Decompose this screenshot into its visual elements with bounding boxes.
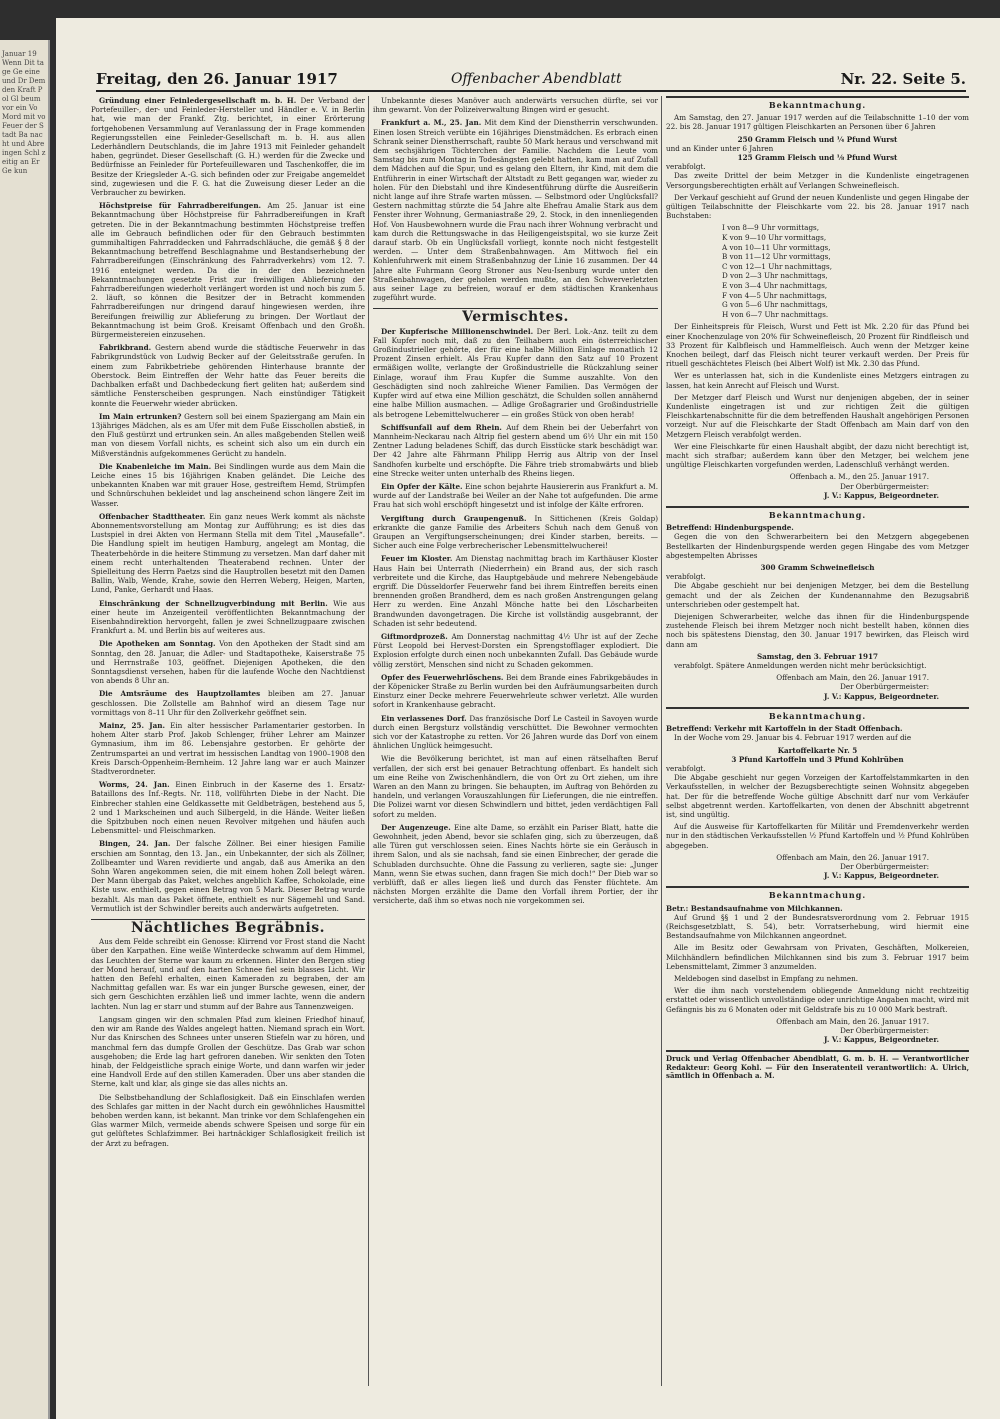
notice-text: und an Kinder unter 6 Jahren (666, 143, 774, 153)
newspaper-title: Offenbacher Abendblatt (451, 71, 622, 87)
notice-body: Gegen die von den Schwerarbeitern bei den Metzgern abgegebenen Bestellkarten der Hindenburgspende werden gegen Hingabe des vom Metzger abgestempelten Abrisses (666, 532, 969, 560)
column-rule (368, 96, 369, 1386)
schedule-row: E von 3—4 Uhr nachmittags, (722, 281, 828, 290)
article-body: Auf dem Rhein bei der Ueberfahrt von Mannheim-Neckarau nach Altrip fiel gestern abend um 6½ Uhr ein mit 150 Zentner Ladung beladenes Schiff, das durch Eisstücke stark beschädigt war. Der 42 Jahre alte Fährmann Philipp Herrig aus Altrip von der Insel Sandhofen kurbelte und erschöpfte. Die Fähre trieb stromabwärts und blieb eine Strecke weiter unten unterhalb des Rheins liegen. (373, 422, 658, 478)
article-body: Eine alte Dame, so erzählt ein Pariser Blatt, hatte die Gewohnheit, jeden Abend, bevor sie schlafen ging, sich zu überzeugen, daß alle Türen gut verschlossen seien. Eines Nachts hörte sie ein Geräusch in ihrem Salon, und als sie nachsah, fand sie einen Einbrecher, der gerade die Schubladen durchsuchte. Ohne die Fassung zu verlieren, sagte sie: „Junger Mann, wenn Sie etwas suchen, dann fragen Sie mich doch!“ Der Dieb war so verblüfft, daß er alles liegen ließ und durch das Fenster flüchtete. Am nächsten Morgen erzählte die Dame den Vorfall ihrem Portier, der ihr versicherte, daß ihm so etwas noch nie vorgekommen sei. (373, 822, 658, 906)
notice-title: Bekanntmachung. (768, 710, 867, 721)
article (373, 118, 658, 302)
article (373, 632, 658, 669)
notice-office: Der Oberbürgermeister: (840, 481, 929, 491)
notice-place-date: Offenbach am Main, den 26. Januar 1917. (776, 852, 929, 862)
article-title: Im Main ertrunken? (99, 411, 182, 421)
article (373, 514, 658, 551)
adjacent-page-edge (0, 40, 50, 1419)
article-body: Ein ganz neues Werk kommt als nächste Abonnementsvorstellung am Montag zur Aufführung; es ist dies das Lustspiel in drei Akten von Hermann Stella mit dem Titel „Mausefalle“. Die Handlung spielt im heutigen Hamburg, angelegt am Montag, die Theaterbehörde in die heitere Stimmung zu versetzen. Man darf daher mit einem recht unterhaltenden Theaterabend rechnen. Unter der Spielleitung des Herrn Paetzs sind die Hauptrollen besetzt mit den Damen Ballin, Walb, Wende, Krahe, sowie den Herren Weberg, Heigen, Marten, Lund, Panke, Gerhardt und Haas. (91, 511, 365, 595)
notice-paragraph: Wer die ihm nach vorstehendem obliegende Anmeldung nicht rechtzeitig erstattet oder wissentlich unvollständige oder unrichtige Angaben macht, wird mit Gefängnis bis zu 6 Monaten oder mit Geldstrafe bis zu 10 000 Mark bestraft. (666, 986, 969, 1014)
schedule-row: B von 11—12 Uhr vormittags, (722, 252, 831, 262)
article-body: Der Verband der Portefeuiller-, der- und Feinleder-Hersteller und Händler e. V. in Berlin hat, wie man der Frankf. Ztg. berichtet, in einer Erörterung fortgehobenen Versammlung auf Veranlassung der in Frage kommenden Regierungsstellen eine Feinleder-Gesellschaft m. b. H. aus allen Lederhändlern Deutschlands, die im Jahre 1913 mit Feinleder gehandelt haben, gegründet. Dieser Gesellschaft (G. H.) werden für die Zwecke und Bedürfnisse an Feinleder für Portefeuillewaren und Taschenkoffer, die im Besitze der Kriegsleder A.-G. sich befinden oder zur Freigabe angemeldet sind, zugewiesen und die F. G. hat die Zuweisung dieser Leder an die Verbraucher zu bewirken. (91, 96, 365, 198)
article (373, 673, 658, 710)
schedule-row: F von 4—5 Uhr nachmittags, (722, 290, 827, 300)
article-title: Gründung einer Feinledergesellschaft m. b. H. (99, 96, 297, 105)
local-news-list (91, 96, 365, 913)
article-body: Bei dem Brande eines Fabrikgebäudes in der Köpenicker Straße zu Berlin wurden bei den Aufräumungsarbeiten durch Einsturz einer Decke mehrere Feuerwehrleute schwer verletzt. Alle wurden sofort in Krankenhause gebracht. (373, 672, 658, 710)
notice-body: In der Woche vom 29. Januar bis 4. Februar 1917 werden auf die (674, 733, 912, 743)
column-2 (373, 96, 658, 1388)
notice-place-date: Offenbach am Main, den 26. Januar 1917. (776, 673, 929, 683)
notice-paragraph: Alle im Besitz oder Gewahrsam von Privaten, Geschäften, Molkereien, Milchhändlern befindlichen Milchkannen sind bis zum 3. Februar 1917 beim Lebensmittelamt, Zimmer 3 anzumelden. (666, 943, 969, 971)
page-header (96, 66, 966, 92)
article-title: Ein verlassenes Dorf. (381, 713, 467, 723)
article-body: Am Donnerstag nachmittag 4½ Uhr ist auf der Zeche Fürst Leopold bei Hervest-Dorsten ein Sprengstofflager explodiert. Die Explosion erfolgte durch einen noch unbekannten Zufall. Das Gebäude wurde völlig zerstört, Menschen sind nicht zu Schaden gekommen. (373, 631, 658, 669)
issue-date: Freitag, den 26. Januar 1917 (96, 70, 338, 88)
article-title: Ein Opfer der Kälte. (381, 481, 463, 491)
schedule-row: H von 6—7 Uhr nachmittags. (722, 309, 829, 319)
imprint: Druck und Verlag Offenbacher Abendblatt, G. m. b. H. — Verantwortlicher Redakteur: Georg Kohl. — Für den Inseratenteil verantwortlich: A. Ulrich, sämtlich in Offenbach a. M. (666, 1050, 969, 1081)
notice-amount: 3 Pfund Kartoffeln und 3 Pfund Kohlrüben (731, 754, 904, 764)
article-body: Einen Einbruch in der Kaserne des 1. Ersatz-Bataillons des Inf.-Regts. Nr. 118, vollführten Diebe in der Nacht. Die Einbrecher stahlen eine Geldkassette mit Geldbeträgen, bestehend aus 5, 2 und 1 Markscheinen und auch Silbergeld, in die Hände. Weiter ließen die Spitzbuben noch einen neuen Revolver mitgehen und häufen auch Lebensmittel- und Fleischmarken. (91, 780, 365, 836)
article-title: Feuer im Kloster. (381, 554, 453, 564)
notice-paragraph: Die Abgabe geschieht nur bei denjenigen Metzger, bei dem die Bestellung gemacht und der als Zeichen der Kundenannahme den Bezugsabriß unterschrieben oder gestempelt hat. (666, 581, 969, 609)
schedule-row: I von 8—9 Uhr vormittags, (722, 223, 820, 233)
notice (666, 707, 969, 880)
notice-paragraph: Die Abgabe geschieht nur gegen Vorzeigen der Kartoffelstammkarten in den Verkaufsstellen, in welcher der Bezugsberechtigte seinen Wohnsitz abgegeben hat. Der für die betreffende Woche gültige Abschnitt darf nur vom Verkäufer selbst abgetrennt werden. Kartoffelkarten, von denen der Abschnitt abgetrennt ist, sind ungültig. (666, 773, 969, 819)
article-title: Giftmordprozeß. (381, 631, 448, 641)
notice-amount: 125 Gramm Fleisch und ⅛ Pfund Wurst (737, 153, 898, 163)
article (91, 201, 365, 339)
notice-paragraph: Der Einheitspreis für Fleisch, Wurst und Fett ist Mk. 2.20 für das Pfund bei einer Knochenzulage von 20% für Schweinefleisch, 20 Prozent für Rindfleisch und 33 Prozent für Kalbfleisch und Hammelfleisch. Auch wenn der Metzger keine Knochen beilegt, darf das Fleisch nicht teurer verkauft werden. Der Preis für rituell geschächtetes Fleisch (bei Albert Wolf) ist Mk. 2.30 das Pfund. (666, 322, 969, 369)
schedule-row: K von 9—10 Uhr vormittags, (722, 233, 827, 243)
notice-body: Am Samstag, den 27. Januar 1917 werden auf die Teilabschnitte 1–10 der vom 22. bis 28. Januar 1917 gültigen Fleischkarten an Personen über 6 Jahren (666, 113, 969, 132)
article (91, 599, 365, 636)
schedule-list (722, 223, 969, 319)
notice-paragraph: Auf die Ausweise für Kartoffelkarten für Militär und Fremdenverkehr werden nur in den städtischen Verkaufsstellen ½ Pfund Kartoffeln und ½ Pfund Kohlrüben abgegeben. (666, 822, 969, 850)
notice-paragraph: Das zweite Drittel der beim Metzger in die Kundenliste eingetragenen Versorgungsberechtigten erhält auf Verlangen Schweinefleisch. (666, 171, 969, 190)
article (373, 482, 658, 510)
notice-text: verabfolgt. (666, 162, 706, 172)
article (373, 423, 658, 478)
article (91, 639, 365, 685)
article-title: Mainz, 25. Jan. (99, 721, 166, 730)
article (91, 412, 365, 458)
article-title: Opfer des Feuerwehrlöschens. (381, 672, 504, 682)
schedule-row: G von 5—6 Uhr nachmittags, (722, 300, 828, 310)
article-body: Der Berl. Lok.-Anz. teilt zu dem Fall Kupfer noch mit, daß zu den Teilhabern auch ein österreichischer Großindustrieller gehörte, der für eine halbe Million Einlage monatlich 12 Prozent Zinsen erhielt. Als Frau Kupfer dann den Satz auf 10 Prozent ermäßigen wollte, verlangte der Großindustrielle die Rückzahlung seiner Einlage, worauf ihm Frau Kupfer die Summe auszahlte. Von den Geschädigten sind noch zahlreiche Wiener Familien. Das Vermögen der Kupfer wird auf etwa eine Million geschätzt, die Schulden sollen annähernd eine halbe Million ausmachen. — Adlige Großagrarier und Großindustrielle als betrogene Lebemittelwucherer — ein großes Stück von oben herab! (373, 326, 658, 419)
article-body: In Sittichenen (Kreis Goldap) erkrankte die ganze Familie des Arbeiters Schuh nach dem Genuß von Graupen an Vergiftungserscheinungen; drei Kinder starben, bereits. — Sicher auch eine Folge verbrecherischer Lebensmittelwucherei! (373, 513, 658, 551)
article-body: Wie aus einer heute im Anzeigenteil veröffentlichten Bekanntmachung der Eisenbahndirektion hervorgeht, fallen je zwei Schnellzugpaare zwischen Frankfurt a. M. und Berlin bis auf weiteres aus. (91, 598, 365, 636)
notice-title: Bekanntmachung. (768, 100, 867, 110)
article (373, 823, 658, 906)
regional-news-list (373, 118, 658, 302)
notice-paragraph: Auf Grund §§ 1 und 2 der Bundesratsverordnung vom 2. Februar 1915 (Reichsgesetzblatt, S. 54), betr. Vorratserhebung, wird hiermit eine Bestandsaufnahme von Milchkannen angeordnet. (666, 912, 969, 941)
article (373, 714, 658, 751)
article-title: Bingen, 24. Jan. (99, 839, 171, 849)
misc-section-title: Vermischtes. (373, 308, 658, 322)
notice-place-date: Offenbach am Main, den 26. Januar 1917. (776, 1016, 929, 1026)
notice-subject: Betreffend: Verkehr mit Kartoffeln in der Stadt Offenbach. (666, 724, 903, 734)
article-title: Frankfurt a. M., 25. Jan. (381, 118, 482, 128)
notice-office: Der Oberbürgermeister: (840, 861, 929, 871)
schedule-row: C von 12—1 Uhr nachmittags, (722, 261, 833, 271)
article-title: Höchstpreise für Fahrradbereifungen. (99, 201, 262, 211)
article-title: Worms, 24. Jan. (99, 780, 170, 790)
article (91, 721, 365, 776)
article-title: Einschränkung der Schnellzugverbindung mit Berlin. (99, 598, 328, 608)
feuilleton-paragraph: Die Selbstbehandlung der Schlaflosigkeit. Daß ein Einschlafen werden des Schlafes gar mitten in der Nacht durch ein gewöhnliches Hausmittel behoben werden kann, ist bekannt. Man trinke vor dem Schlafengehen ein Glas warmer Milch, vermeide abends schwere Speisen und sorge für ein gut gelüftetes Schlafzimmer. Bei hartnäckiger Schlaflosigkeit freilich ist der Arzt zu befragen. (91, 1092, 365, 1148)
notice (666, 886, 969, 1044)
article-body: bleiben am 27. Januar geschlossen. Die Zollstelle am Bahnhof wird an diesem Tage nur vormittags von 8–11 Uhr für den Zollverkehr geöffnet sein. (91, 689, 365, 717)
article (373, 327, 658, 419)
continued-text: Unbekannte dieses Manöver auch anderwärts versuchen dürfte, sei vor ihm gewarnt. Von der Polizeiverwaltung Bingen wird er gesucht. (373, 96, 658, 115)
article (91, 96, 365, 197)
article-title: Schiffsunfall auf dem Rhein. (381, 422, 502, 432)
article-body: Der falsche Zöllner. Bei einer hiesigen Familie erschien am Sonntag, den 13. Jan., ein Unbekannter, der sich als Zöllner, Zollbeamter und Waren revidierte und angab, daß aus Amerika an den Sohn Waren angekommen seien, die mit einem hohen Zoll belegt wären. Der Mann übergab das Paket, welches angeblich Kaffee, Schokolade, eine Kiste usw. enthielt, gegen einen Betrag von 5 Mark. Dieser Betrag wurde bezahlt. Als man das Paket öffnete, enthielt es nur Sägemehl und Sand. Vermutlich ist der Schwindler bereits auch anderwärts aufgetreten. (91, 839, 365, 913)
schedule-row: D von 2—3 Uhr nachmittags, (722, 271, 828, 281)
article-body: Wie die Bevölkerung berichtet, ist man auf einen rätselhaften Beruf verfallen, der sich erst bei genauer Betrachtung offenbart. Es handelt sich um eine Reihe von Zwischenhändlern, die von Ort zu Ort ziehen, um ihre Waren an den Mann zu bringen. Sie behaupten, im Auftrag von Behörden zu handeln, und verlangen Vorauszahlungen für Lieferungen, die nie eintreffen. Die Polizei warnt vor diesen Schwindlern und bittet, jeden verdächtigen Fall sofort zu melden. (373, 754, 658, 819)
notice-subject: Betreffend: Hindenburgspende. (666, 523, 794, 533)
article-body: Ein alter hessischer Parlamentarier gestorben. In hohem Alter starb Prof. Jakob Schlenger, früher Lehrer am Mainzer Gymnasium, ihm im 86. Lebensjahre gestorben. Er gehörte der Zentrumspartei an und vertrat im hessischen Landtag von 1900–1908 den Kreis Darsch-Oppenheim-Bernheim. 12 Jahre lang war er auch Mainzer Stadtverordneter. (91, 721, 365, 777)
notice-paragraph: Diejenigen Schwerarbeiter, welche das ihnen für die Hindenburgspende zustehende Fleisch bei ihrem Metzger noch nicht bestellt haben, können dies noch bis spätestens Dienstag, den 30. Januar 1917 bewirken, das Fleisch wird dann am (666, 612, 969, 649)
notice-office: Der Oberbürgermeister: (840, 1025, 929, 1035)
misc-news-list (373, 327, 658, 906)
article-body: Mit dem Kind der Dienstherrin verschwunden. Einen losen Streich verübte ein 16jähriges Dienstmädchen. Es erbrach einen Schrank seiner Dienstherrschaft, raubte 50 Mark heraus und verschwand mit dem sechsjährigen Töchterchen der Familie. Nachdem die Leute vom Samstag bis zum Montag in Todesängsten gelebt hatten, kam man auf Zufall dem Mädchen auf die Spur, und es gelang den Eltern, ihr Kind, mit dem die Entführerin in einer Wirtschaft der Altstadt zu Bett gegangen war, wieder zu holen. Für den Diebstahl und ihre Kindesentführung dürfte die Ausreißerin nicht lange auf ihre Strafe warten müssen. — Selbstmord oder Unglücksfall? Gestern nachmittag stürzte die 54 Jahre alte Ehefrau Amalie Stark aus dem Fenster ihrer Wohnung, Germaniastraße 29, 2. Stock, in den innenliegenden Hof. Von Hausbewohnern wurde die Frau nach ihrer Wohnung verbracht und kam durch die Rettungswache in das Heiligengeistspital, wo sie kurze Zeit darauf starb. Ob ein Unglücksfall vorliegt, konnte noch nicht festgestellt werden. — Unter dem Straßenbahnwagen. Am Mittwoch fiel ein Kohlenfuhrwerk mit einem Straßenbahnzug der Linie 16 zusammen. Der 44 Jahre alte Fuhrmann Georg Stroner aus Neu-Isenburg wurde unter den Straßenbahnwagen, der geholen werden mußte, an den Schwerverletzten aus seiner Lage zu befreien, worauf er dem städtischen Krankenhaus zugeführt wurde. (373, 118, 658, 303)
column-3 (666, 96, 969, 1388)
notice-signer: J. V.: Kappus, Beigeordneter. (824, 871, 939, 881)
article-body: Am 25. Januar ist eine Bekanntmachung über Höchstpreise für Fahrradbereifungen in Kraft getreten. Die in der Bekanntmachung bestimmten Höchstpreise treffen alle im Gebrauch befindlichen oder für den Gebrauch bestimmten gummihaltigen Fahrraddecken und Fahrradschläuche, die gemäß § 8 der Bekanntmachung betreffend Beschlagnahme und Bestandserhebung der Fahrradbereifungen (Einschränkung des Fahrradverkehrs) vom 12. 7. 1916 enteignet werden. Da die in der den bezeichneten Bekanntmachungen gesetzte Frist zur freiwilligen Ablieferung der Fahrradbereifungen wiederholt verlängert worden ist und noch bis zum 5. 2. läuft, so können die Besitzer der in Betracht kommenden Fahrradbereifungen nur dringend darauf hingewiesen werden, ihre Bereifungen freiwillig zur Ablieferung zu bringen. Der Wortlaut der Bekanntmachung ist beim Groß. Kreisamt Offenbach und den Großh. Bürgermeistereien einzusehen. (91, 201, 365, 340)
notice-title: Bekanntmachung. (768, 510, 867, 521)
article-title: Die Amtsräume des Hauptzollamtes (99, 689, 261, 699)
notice-paragraph: Der Metzger darf Fleisch und Wurst nur denjenigen abgeben, der in seiner Kundenliste eingetragen ist und zur richtigen Zeit die gültigen Fleischkartenabschnitte für die dem betreffenden Haushalt angehörigen Personen vorzeigt. Nur auf die Fleischkarte der Stadt Offenbach am Main darf von den Metzgern Fleisch verabfolgt werden. (666, 392, 969, 439)
feuilleton-paragraph: Aus dem Felde schreibt ein Genosse: Klirrend vor Frost stand die Nacht über den Karpathen. Eine weiße Winterdecke schwamm auf dem Himmel, das Leuchten der Sterne war kaum zu erkennen. Hinter den Bergen stieg der Mond herauf, und auf den harten Schnee fiel sein blasses Licht. Wir hatten den Befehl erhalten, einen Kameraden zu begraben, der am Nachmittag gefallen war. Es war ein junger Bursche gewesen, einer, der sich gern Geschichten erzählen ließ und immer lachte, wenn die andern lachten. Nun lag er starr und stumm auf der Bahre aus Tannenzweigen. (91, 937, 365, 1011)
feuilleton-paragraph: Langsam gingen wir den schmalen Pfad zum kleinen Friedhof hinauf, den wir am Rande des Waldes angelegt hatten. Niemand sprach ein Wort. Nur das Knirschen des Schnees unter unseren Stiefeln war zu hören, und manchmal fern das dumpfe Grollen der Geschütze. Das Grab war schon ausgehoben; die Erde lag hart gefroren daneben. Wir senkten den Toten hinab, der Feldgeistliche sprach einige Worte, und dann warfen wir jeder eine Handvoll Erde auf den stillen Kameraden. Über uns aber standen die Sterne, kalt und klar, als ginge sie das alles nichts an. (91, 1014, 365, 1089)
article-title: Fabrikbrand. (99, 343, 152, 353)
notice-signer: J. V.: Kappus, Beigeordneter. (824, 691, 939, 701)
notice-paragraph: Meldebogen sind daselbst in Empfang zu nehmen. (674, 973, 859, 983)
notice-place-date: Offenbach a. M., den 25. Januar 1917. (789, 472, 929, 482)
notice-amount: 250 Gramm Fleisch und ¼ Pfund Wurst (737, 134, 898, 144)
article-title: Vergiftung durch Graupengenuß. (381, 513, 527, 523)
notice-paragraph: Der Verkauf geschieht auf Grund der neuen Kundenliste und gegen Hingabe der gültigen Teilabschnitte der Fleischkarte vom 22. bis 28. Januar 1917 nach Buchstaben: (666, 192, 969, 221)
notice (666, 506, 969, 701)
article-body: Am Dienstag nachmittag brach im Karthäuser Kloster Haus Hain bei Unterrath (Niederrhein) ein Brand aus, der sich rasch verbreitete und die Kirche, das Hauptgebäude und mehrere Nebengebäude ergriff. Die Düsseldorfer Feuerwehr fand bei ihrem Eintreffen bereits einen brennenden großen Brandherd, dem es nach großen Anstrengungen gelang Herr zu werden. Eine Anzahl Mönche hatte bei den Löscharbeiten Brandwunden davongetragen. Die Kirche ist vollständig ausgebrannt, der Schaden ist sehr bedeutend. (373, 554, 658, 628)
notice-text: verabfolgt. (666, 763, 706, 773)
article-title: Der Kupferische Millionenschwindel. (381, 326, 534, 336)
article (91, 839, 365, 913)
notice (666, 96, 969, 500)
article (91, 689, 365, 717)
page-number: Nr. 22. Seite 5. (840, 70, 966, 88)
article-body: Von den Apotheken der Stadt sind am Sonntag, den 28. Januar, die Adler- und Stadtapotheke, Kaiserstraße 75 und Herrnstraße 103, geöffnet. Diejenigen Apotheken, die den Sonntagsdienst versehen, haben für die laufende Woche den Nachtdienst von abends 8 Uhr an. (91, 639, 365, 686)
official-notices (666, 96, 969, 1044)
feuilleton-title: Nächtliches Begräbnis. (91, 919, 365, 933)
feuilleton-body (91, 937, 365, 1147)
article (91, 462, 365, 508)
notice-text: verabfolgt. Spätere Anmeldungen werden nicht mehr berücksichtigt. (674, 661, 927, 671)
notice-title: Bekanntmachung. (768, 890, 867, 901)
column-1 (91, 96, 365, 1388)
article (373, 554, 658, 628)
article (91, 512, 365, 595)
notice-text: verabfolgt. (666, 572, 706, 582)
notice-amount: Kartoffelkarte Nr. 5 (777, 745, 858, 755)
notice-date-line: Samstag, den 3. Februar 1917 (756, 651, 879, 661)
schedule-row: A von 10—11 Uhr vormittags, (722, 242, 831, 252)
article (91, 343, 365, 407)
article-body: Das französische Dorf Le Casteil in Savoyen wurde durch einen Bergsturz vollständig verschüttet. Die Bewohner vermochten sich vor der Katastrophe zu retten. Vor 26 Jahren wurde das Dorf von einem ähnlichen Unglück heimgesucht. (373, 713, 658, 751)
notice-signer: J. V.: Kappus, Beigeordneter. (824, 490, 939, 500)
article-body: Gestern soll bei einem Spaziergang am Main ein 13jähriges Mädchen, als es am Ufer mit dem Fuße Eisschollen abstieß, in den Fluß gestürzt und ertrunken sein. An alles maßgebenden Stellen weiß man von diesem Vorfall nichts, es scheint sich also um ein durch ein Mißverständnis aufgekommenes Gerücht zu handeln. (91, 411, 365, 458)
adjacent-page-text: Januar 19 Wenn Dit tage Ge eine und Dr Dem den Kraft Pol Gl beum vor ein Vo Mord mit vo Feuer der Stadt Ba nacht und Abre ingen Schl zeitig an Er Ge kun (2, 50, 46, 175)
article (373, 754, 658, 818)
notice-office: Der Oberbürgermeister: (840, 682, 929, 692)
notice-signer: J. V.: Kappus, Beigeordneter. (824, 1035, 939, 1045)
notice-paragraph: Wer es unterlassen hat, sich in die Kundenliste eines Metzgers eintragen zu lassen, hat kein Anrecht auf Fleisch und Wurst. (666, 371, 969, 390)
notice-amount: 300 Gramm Schweinefleisch (760, 563, 875, 573)
article-title: Die Apotheken am Sonntag. (99, 639, 216, 649)
article-title: Der Augenzeuge. (381, 822, 451, 832)
notice-subject: Betr.: Bestandsaufnahme von Milchkannen. (666, 903, 843, 913)
article-title: Die Knabenleiche im Main. (99, 461, 212, 471)
column-rule (661, 96, 662, 1386)
newspaper-page (56, 18, 1000, 1419)
article-body: Gestern abend wurde die städtische Feuerwehr in das Fabrikgrundstück von Ludwig Becker auf der Geleitsstraße gerufen. In einem zum Fabrikbetriebe gehörenden Hinterhause brannte der Oberstock. Beim Eintreffen der Wehr hatte das Feuer bereits die Dachbalken erfaßt und Dachbedeckung fiert geliten hat; außerdem sind sämtliche Fensterscheiben gesprungen. Nach einstündiger Tätigkeit konnte die Feuerwehr wieder abrücken. (91, 343, 365, 408)
article-body: Bei Sindlingen wurde aus dem Main die Leiche eines 15 bis 16jährigen Knaben geländet. Die Leiche des unbekannten Knaben war mit grauer Hose, gestreiftem Hemd, Strümpfen und Schnürschuhen bekleidet und lag anscheinend schon längere Zeit im Wasser. (91, 461, 365, 508)
notice-paragraph: Wer eine Fleischkarte für einen Haushalt abgibt, der dazu nicht berechtigt ist, macht sich strafbar; außerdem kann über den Metzger, bei welchem jene ungültige Fleischkarten vorgefunden werden, Ladenschluß verhängt werden. (666, 441, 969, 470)
article (91, 780, 365, 835)
article-body: Eine schon bejahrte Hausiererin aus Frankfurt a. M. wurde auf der Landstraße bei Weiler an der Nahe tot aufgefunden. Die arme Frau hat sich wohl erschöpft hingesetzt und ist infolge der Kälte erfroren. (373, 481, 658, 510)
article-title: Offenbacher Stadttheater. (99, 511, 206, 521)
